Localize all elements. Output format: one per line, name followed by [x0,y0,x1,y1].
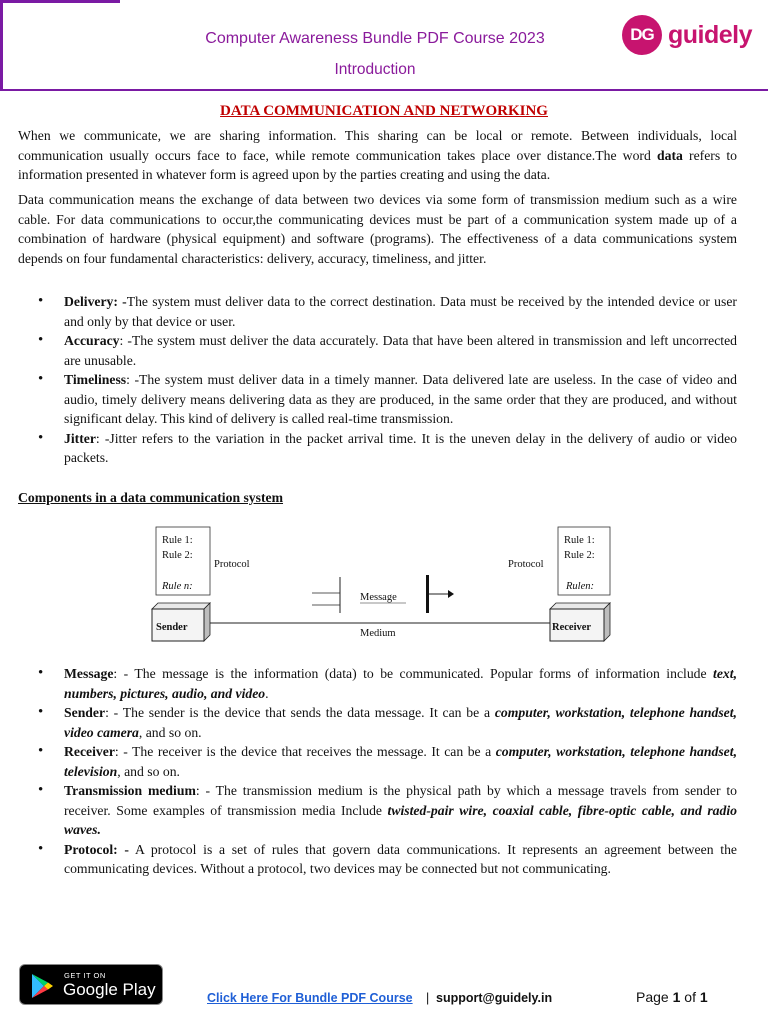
definition: : -The system must deliver data in a timely manner. Data delivered late are useless. In the case of video and audio, timely delivery means delivering data as they are produced, in the same order that they are produced, and without significant delay. This kind of delivery is called real-time transmission. [64,372,737,426]
store-big-text: Google Play [63,980,156,999]
list-item [18,429,737,468]
protocol-label-left: Protocol [214,559,250,570]
term: Timeliness [64,372,127,387]
components-list [18,664,737,879]
store-small-text: GET IT ON [64,971,106,980]
term: Accuracy [64,333,120,348]
list-item [18,703,737,742]
header-subtitle: Introduction [334,61,416,78]
google-play-badge[interactable] [19,964,163,1005]
term: Sender [64,705,106,720]
definition-end: . [265,685,269,701]
term: Transmission medium [64,783,196,798]
examples: text, numbers, pictures, audio, and video [64,666,737,701]
examples: twisted-pair wire, coaxial cable, fibre-optic cable, and radio waves. [64,802,737,837]
term: Jitter [64,430,96,446]
list-item [18,292,737,331]
term: Protocol: - [64,841,129,857]
definition: : - The transmission medium is the physical path by which a message travels from sender to receiver. Some examples of transmission media Include [64,783,738,818]
receiver-rule-1: Rule 1: [564,535,595,546]
list-item [18,781,737,840]
intro-text: When we communicate, we are sharing information. This sharing can be local or remote. Between individuals, local communication usually occurs face to face, while remote communication takes place over distance.The word [18,128,737,163]
intro-bold-word: data [657,147,683,163]
guidely-logo[interactable] [622,15,752,55]
logo-text: guidely [668,20,753,49]
term: Message [64,666,114,681]
sender-label: Sender [156,622,188,633]
page-number: 1 [672,989,681,1005]
message-label: Message [360,592,397,603]
definition: A protocol is a set of rules that govern data communications. It represents an agreement between the communicating devices. Without a protocol, two devices may be connected but not communicating. [64,841,737,876]
definition: : - The sender is the device that sends the data message. It can be a [105,705,495,720]
data-communication-diagram [148,525,618,645]
header-corner-line-vertical [0,0,3,90]
header-rule [0,89,768,91]
examples: computer, workstation, telephone handset, video camera [64,705,737,740]
page-of: of [684,989,696,1005]
receiver-label: Receiver [552,622,592,633]
definition: : - The message is the information (data) to be communicated. Popular forms of information include [113,666,714,681]
examples: computer, workstation, telephone handset, television [64,744,737,779]
receiver-rule-2: Rule 2: [564,550,595,561]
definition: : - The receiver is the device that receives the message. It can be a [114,744,496,759]
term: Receiver [64,744,115,759]
characteristics-list [18,292,737,468]
definition-end: , and so on. [117,763,180,779]
intro-text-cont: refers to information presented in whatever form is agreed upon by the parties creating and using the data. [18,147,737,182]
list-item [18,742,737,781]
intro-paragraph-1 [18,126,737,185]
list-item [18,840,737,879]
document-title: DATA COMMUNICATION AND NETWORKING [220,103,548,119]
footer-separator: | [426,991,430,1005]
definition: : -The system must deliver the data accurately. Data that have been altered in transmission and left uncorrected are unusable. [64,333,737,368]
support-email[interactable]: support@guidely.in [436,991,553,1005]
sender-rule-2: Rule 2: [162,550,193,561]
protocol-label-right: Protocol [508,559,544,570]
header-corner-line [0,0,120,3]
term: Delivery: - [64,294,127,309]
receiver-rule-n: Rulen: [566,581,594,592]
list-item [18,370,737,429]
list-item [18,664,737,703]
list-item [18,331,737,370]
definition-end: , and so on. [138,724,202,740]
header-title: Computer Awareness Bundle PDF Course 2023 [205,30,545,47]
intro-paragraph-2: Data communication means the exchange of data between two devices via some form of transmission medium such as a wire cable. For data communications to occur,the communicating devices must be part of a communication system made up of a combination of hardware (physical equipment) and software (programs). The effectiveness of a data communications system depends on four fundamental characteristics: delivery, accuracy, timeliness, and jitter. [18,192,737,266]
bundle-course-link[interactable]: Click Here For Bundle PDF Course [207,991,413,1005]
logo-mark: DG [622,15,662,55]
page-total: 1 [699,989,708,1005]
definition: The system must deliver data to the correct destination. Data must be received by the intended device or user and only by that device or user. [64,294,737,329]
components-heading: Components in a data communication system [18,490,284,505]
sender-rule-1: Rule 1: [162,535,193,546]
definition: : -Jitter refers to the variation in the packet arrival time. It is the uneven delay in the delivery of audio or video packets. [64,430,737,465]
google-play-icon [30,973,54,999]
medium-label: Medium [360,628,396,639]
page-indicator [636,989,708,1005]
page-label: Page [636,989,669,1005]
sender-rule-n: Rule n: [162,581,193,592]
